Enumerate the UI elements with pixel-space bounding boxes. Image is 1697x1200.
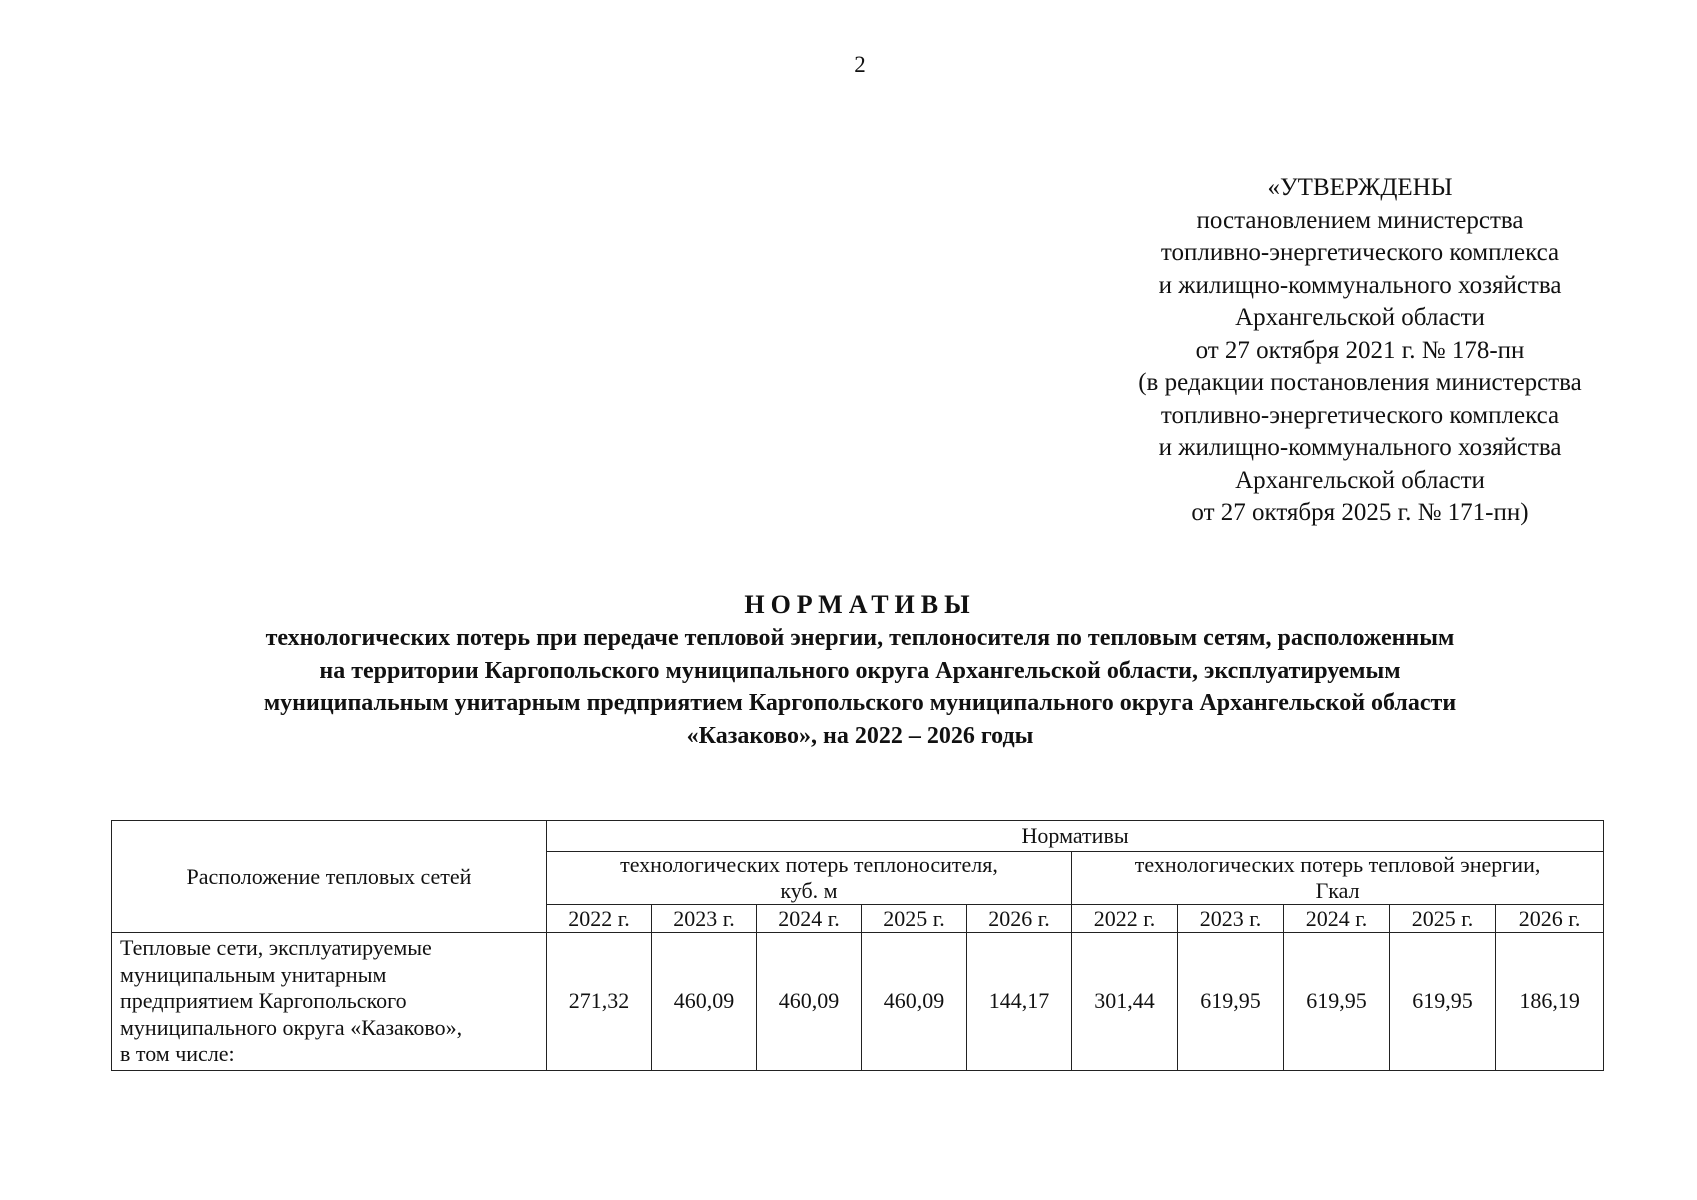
row-label-line: муниципального округа «Казаково», — [120, 1014, 463, 1040]
title-sub-line: на территории Каргопольского муниципального округа Архангельской области, эксплуатируемым — [319, 657, 1401, 684]
coolant-value: 460,09 — [652, 933, 757, 1071]
heat-loss-header-unit: Гкал — [1315, 878, 1360, 903]
year-header: 2024 г. — [757, 905, 862, 933]
row-label — [112, 933, 547, 1071]
row-label-line: Тепловые сети, эксплуатируемые — [120, 935, 432, 960]
title-main: НОРМАТИВЫ — [744, 590, 976, 619]
heat-value: 301,44 — [1072, 933, 1178, 1071]
approval-line: Архангельской области — [1235, 304, 1485, 331]
coolant-loss-header — [547, 852, 1072, 905]
approval-line: постановлением министерства — [1196, 206, 1524, 234]
title-sub-line: «Казаково», на 2022 – 2026 годы — [686, 722, 1034, 749]
norms-table — [111, 820, 1604, 1071]
coolant-loss-header-unit: куб. м — [780, 878, 838, 903]
coolant-value: 460,09 — [757, 933, 862, 1071]
year-header: 2026 г. — [967, 905, 1072, 933]
approval-line: Архангельской области — [1235, 466, 1485, 494]
document-title — [0, 588, 1697, 752]
approval-line: от 27 октября 2021 г. № 178-пн — [1195, 336, 1525, 364]
coolant-value: 144,17 — [967, 933, 1072, 1071]
page-number: 2 — [854, 52, 866, 77]
heat-value: 619,95 — [1390, 933, 1496, 1071]
year-header: 2025 г. — [1390, 905, 1496, 933]
approval-line: и жилищно-коммунального хозяйства — [1158, 271, 1562, 299]
approval-line: и жилищно-коммунального хозяйства — [1158, 434, 1562, 461]
row-label-line: муниципальным унитарным — [120, 961, 387, 987]
approval-line: «УТВЕРЖДЕНЫ — [1267, 174, 1453, 201]
year-header: 2025 г. — [862, 905, 967, 933]
norms-header: Нормативы — [547, 821, 1604, 852]
year-header: 2023 г. — [652, 905, 757, 933]
year-header: 2026 г. — [1496, 905, 1604, 933]
approval-stamp-block — [1060, 172, 1660, 530]
heat-loss-header-line: технологических потерь тепловой энергии, — [1134, 852, 1541, 877]
year-header: 2022 г. — [547, 905, 652, 933]
location-header: Расположение тепловых сетей — [112, 821, 547, 933]
heat-value: 619,95 — [1178, 933, 1284, 1071]
coolant-value: 271,32 — [547, 933, 652, 1071]
heat-value: 619,95 — [1284, 933, 1390, 1071]
approval-line: топливно-энергетического комплекса — [1160, 401, 1560, 429]
row-label-line: в том числе: — [120, 1041, 235, 1066]
approval-line: (в редакции постановления министерства — [1138, 369, 1582, 396]
table-row — [112, 933, 1604, 1071]
heat-loss-header — [1072, 852, 1604, 905]
heat-value: 186,19 — [1496, 933, 1604, 1071]
coolant-loss-header-line: технологических потерь теплоносителя, — [620, 852, 998, 877]
year-header: 2024 г. — [1284, 905, 1390, 933]
year-header: 2022 г. — [1072, 905, 1178, 933]
approval-line: от 27 октября 2025 г. № 171-пн) — [1191, 499, 1529, 526]
title-sub-line: муниципальным унитарным предприятием Каргопольского муниципального округа Архангельской области — [263, 690, 1457, 716]
row-label-line: предприятием Каргопольского — [120, 988, 407, 1013]
title-sub-line: технологических потерь при передаче тепловой энергии, теплоносителя по тепловым сетям, расположенным — [265, 625, 1455, 651]
year-header: 2023 г. — [1178, 905, 1284, 933]
approval-line: топливно-энергетического комплекса — [1160, 239, 1560, 266]
coolant-value: 460,09 — [862, 933, 967, 1071]
title-subtitle — [0, 622, 1697, 752]
